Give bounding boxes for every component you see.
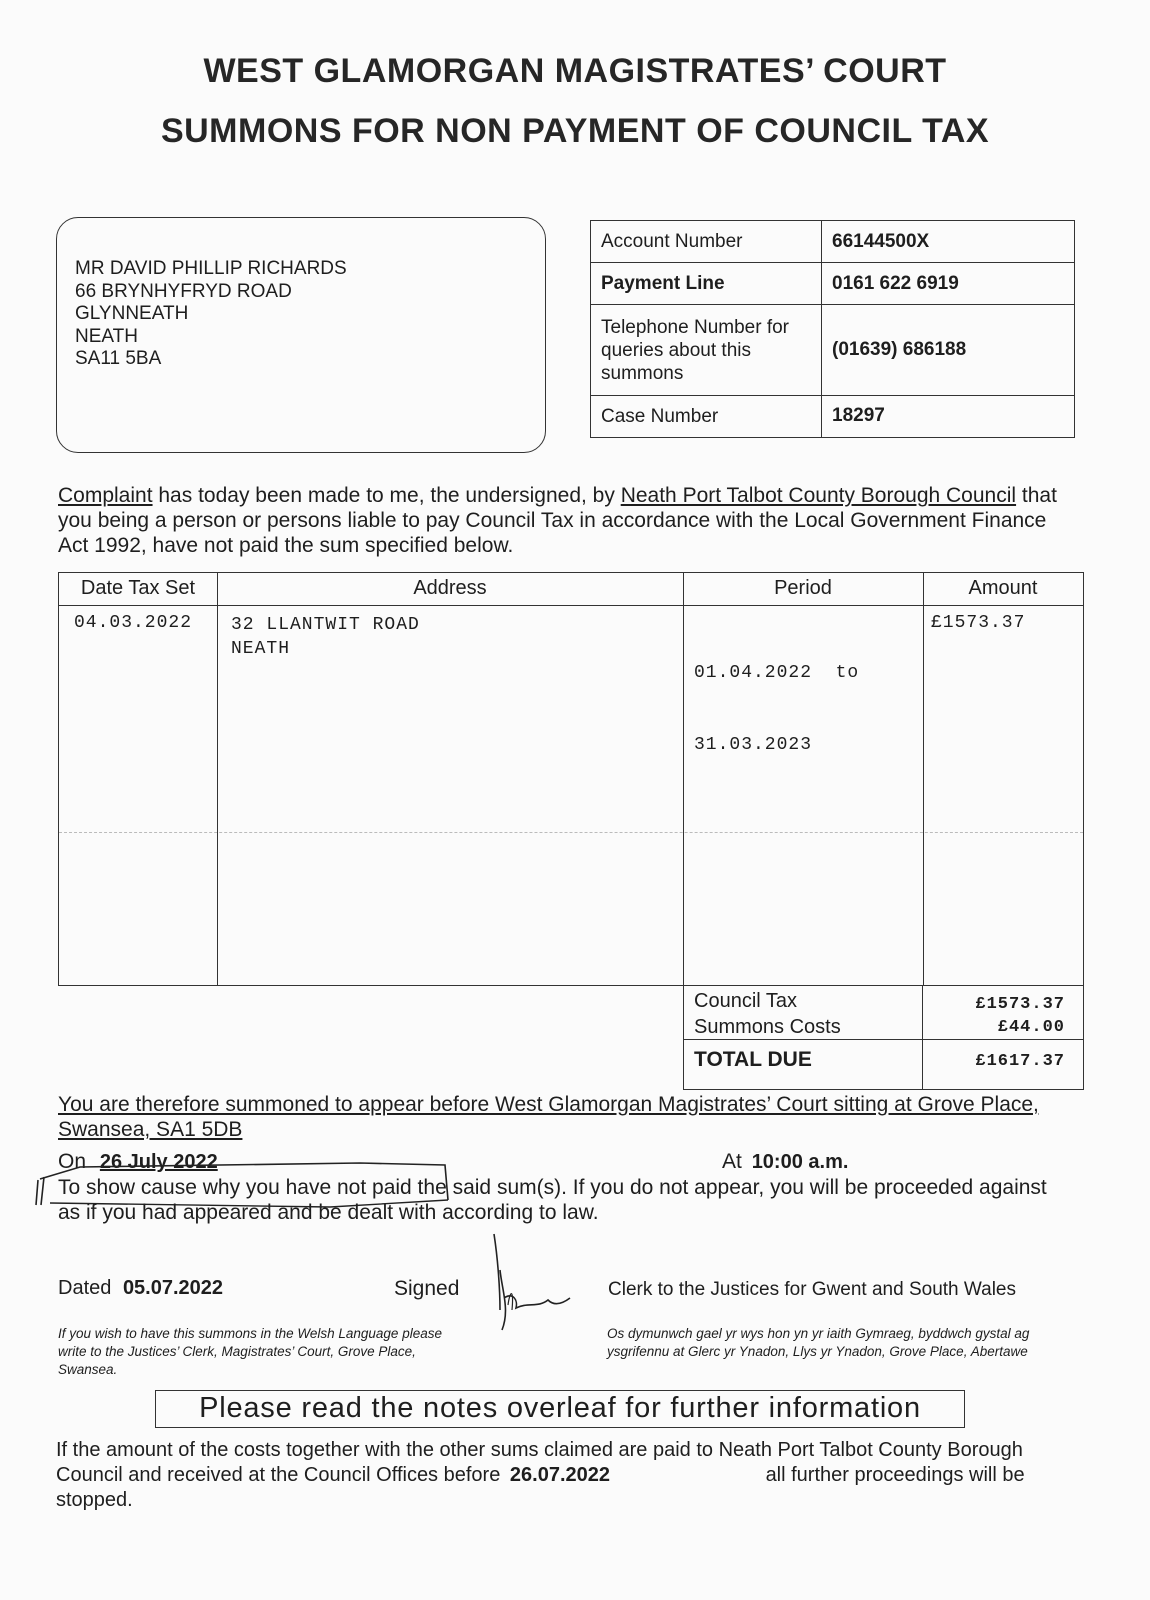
totals-values <box>975 993 1065 1039</box>
recipient-city: NEATH <box>75 325 138 347</box>
totals-box <box>683 986 1084 1090</box>
payment-row <box>591 263 1075 305</box>
col-divider-1 <box>217 573 218 985</box>
summons-costs-label: Summons Costs <box>694 1016 841 1038</box>
overleaf-notice: Please read the notes overleaf for further information <box>155 1390 965 1428</box>
cell-address <box>231 613 420 661</box>
council-name: Neath Port Talbot County Borough Council <box>620 484 1017 507</box>
total-due-value: £1617.37 <box>975 1052 1065 1071</box>
footer-text-2: all further proceedings will be stopped. <box>56 1464 1025 1511</box>
account-info-table <box>590 220 1075 438</box>
hearing-time-line <box>722 1150 848 1174</box>
cell-address-line2: NEATH <box>231 639 291 659</box>
charges-table <box>58 572 1084 986</box>
court-title: WEST GLAMORGAN MAGISTRATES’ COURT <box>203 52 947 90</box>
telephone-row <box>591 305 1075 395</box>
totals-divider <box>922 986 923 1089</box>
dated-label: Dated <box>58 1277 112 1299</box>
footer-date: 26.07.2022 <box>509 1464 610 1486</box>
council-tax-value: £1573.37 <box>975 995 1065 1014</box>
dated-line <box>58 1277 223 1300</box>
hearing-date: 26 July 2022 <box>99 1151 218 1173</box>
cell-amount: £1573.37 <box>931 613 1026 633</box>
cell-address-line1: 32 LLANTWIT ROAD <box>231 615 420 635</box>
signature-mark <box>488 1230 578 1340</box>
complaint-text-2: that you being a person or persons liable to pay Council Tax in accordance with the Local Government Finance Act 1992, have not paid the sum specified below. <box>58 484 1057 557</box>
welsh-language-note-english: If you wish to have this summons in the Welsh Language please write to the Justices’ Clerk, Magistrates’ Court, Grove Place, Swansea. <box>58 1326 442 1377</box>
footer-text-1: If the amount of the costs together with the other sums claimed are paid to Neath Port Talbot County Borough Council and received at the Council Offices before <box>56 1439 1023 1486</box>
col-divider-3 <box>923 573 924 985</box>
recipient-postcode: SA11 5BA <box>75 348 162 369</box>
telephone-label: Telephone Number for queries about this summons <box>591 305 822 395</box>
totals-labels <box>694 988 841 1040</box>
complaint-text-1: has today been made to me, the undersigned, by <box>152 484 621 507</box>
recipient-address-box <box>56 217 546 453</box>
cell-period-line2: 31.03.2023 <box>694 735 813 755</box>
total-due-label: TOTAL DUE <box>694 1048 812 1071</box>
dated-value: 05.07.2022 <box>122 1277 224 1299</box>
cell-date: 04.03.2022 <box>74 613 193 633</box>
header-divider <box>59 605 1083 606</box>
header-date-tax-set: Date Tax Set <box>80 577 196 599</box>
footer-paragraph <box>56 1438 1066 1513</box>
header-amount: Amount <box>968 577 1038 599</box>
welsh-language-note-welsh: Os dymunwch gael yr wys hon yn yr iaith Gymraeg, byddwch gystal ag ysgrifennu at Glerc yr Ynadon, Llys yr Ynadon, Grove Place, Abertawe <box>607 1326 1030 1359</box>
telephone-value: (01639) 686188 <box>822 305 1075 395</box>
account-number-label: Account Number <box>591 221 822 263</box>
recipient-town: GLYNNEATH <box>75 303 189 324</box>
case-row <box>591 395 1075 437</box>
cell-period-line1: 01.04.2022 to <box>694 663 860 683</box>
cell-period <box>694 613 859 805</box>
recipient-address <box>75 258 347 371</box>
account-row <box>591 221 1075 263</box>
fold-line <box>59 832 1083 833</box>
case-number-value: 18297 <box>822 395 1075 437</box>
hearing-time: 10:00 a.m. <box>751 1151 849 1173</box>
at-label: At <box>722 1150 742 1173</box>
recipient-name: MR DAVID PHILLIP RICHARDS <box>75 258 347 279</box>
header-address: Address <box>413 577 487 599</box>
payment-line-value: 0161 622 6919 <box>822 263 1075 305</box>
complaint-word: Complaint <box>58 484 153 507</box>
show-cause-text: To show cause why you have not paid the said sum(s). If you do not appear, you will be proceeded against as if you had appeared and be dealt with according to law. <box>58 1176 1047 1224</box>
recipient-street: 66 BRYNHYFRYD ROAD <box>75 280 292 302</box>
summons-title: SUMMONS FOR NON PAYMENT OF COUNCIL TAX <box>160 112 990 150</box>
signed-label: Signed <box>394 1277 460 1300</box>
case-number-label: Case Number <box>591 395 822 437</box>
on-label: On <box>58 1150 87 1173</box>
summons-costs-value: £44.00 <box>997 1018 1065 1037</box>
complaint-paragraph <box>58 483 1058 558</box>
appear-text: You are therefore summoned to appear before West Glamorgan Magistrates’ Court sitting at Grove Place, Swansea, SA1 5DB <box>58 1093 1039 1141</box>
pen-annotation <box>30 1155 460 1215</box>
col-divider-2 <box>683 573 684 985</box>
clerk-title: Clerk to the Justices for Gwent and South Wales <box>608 1279 1016 1300</box>
council-tax-label: Council Tax <box>694 990 798 1012</box>
account-number-value: 66144500X <box>822 221 1075 263</box>
payment-line-label: Payment Line <box>591 263 822 305</box>
header-period: Period <box>774 577 832 599</box>
